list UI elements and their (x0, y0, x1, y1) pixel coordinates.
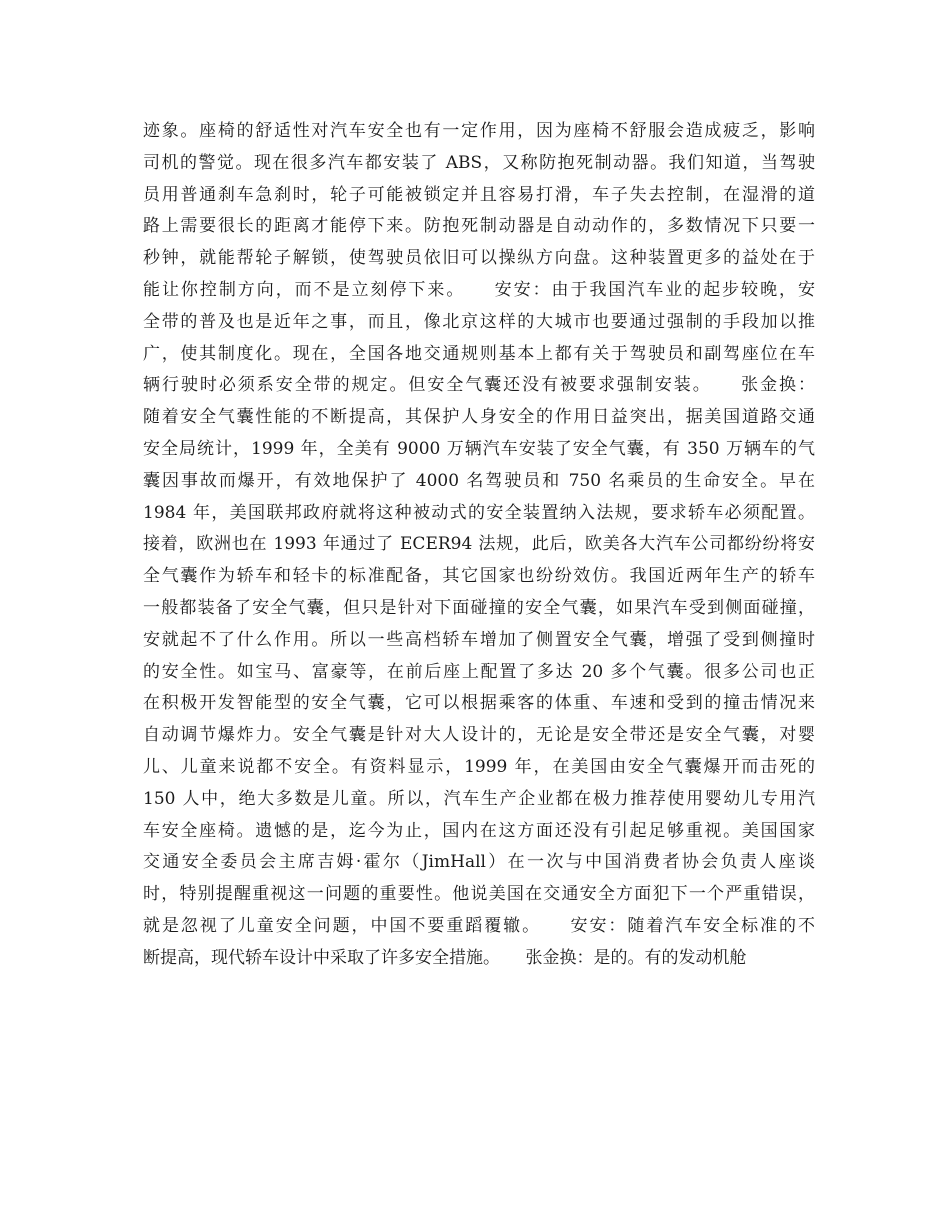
text-line: 车安全座椅。遗憾的是，迄今为止，国内在这方面还没有引起足够重视。美国国家 (143, 820, 815, 841)
text-line: 1984 年，美国联邦政府就将这种被动式的安全装置纳入法规，要求轿车必须配置。 (143, 502, 815, 523)
text-line: 就是忽视了儿童安全问题，中国不要重蹈覆辙。 安安：随着汽车安全标准的不 (143, 915, 815, 936)
text-line: 路上需要很长的距离才能停下来。防抱死制动器是自动动作的，多数情况下只要一 (143, 216, 815, 237)
text-line: 安全局统计，1999 年，全美有 9000 万辆汽车安装了安全气囊，有 350 万辆车的气 (143, 438, 815, 459)
text-line: 150 人中，绝大多数是儿童。所以，汽车生产企业都在极力推荐使用婴幼儿专用汽 (143, 788, 815, 809)
text-line: 安就起不了什么作用。所以一些高档轿车增加了侧置安全气囊，增强了受到侧撞时 (143, 629, 815, 650)
text-line: 能让你控制方向，而不是立刻停下来。 安安：由于我国汽车业的起步较晚，安 (143, 279, 815, 300)
text-line: 员用普通刹车急刹时，轮子可能被锁定并且容易打滑，车子失去控制，在湿滑的道 (143, 184, 815, 205)
text-line: 广，使其制度化。现在，全国各地交通规则基本上都有关于驾驶员和副驾座位在车 (143, 343, 815, 364)
text-line: 在积极开发智能型的安全气囊，它可以根据乘客的体重、车速和受到的撞击情况来 (143, 693, 815, 714)
text-line: 接着，欧洲也在 1993 年通过了 ECER94 法规，此后，欧美各大汽车公司都纷纷将安 (143, 534, 815, 555)
text-line: 全带的普及也是近年之事，而且，像北京这样的大城市也要通过强制的手段加以推 (143, 311, 815, 332)
body-text (143, 116, 815, 975)
text-line: 自动调节爆炸力。安全气囊是针对大人设计的，无论是安全带还是安全气囊，对婴 (143, 725, 815, 746)
text-line: 随着安全气囊性能的不断提高，其保护人身安全的作用日益突出，据美国道路交通 (143, 407, 815, 428)
text-line: 全气囊作为轿车和轻卡的标准配备，其它国家也纷纷效仿。我国近两年生产的轿车 (143, 566, 815, 587)
text-line: 迹象。座椅的舒适性对汽车安全也有一定作用，因为座椅不舒服会造成疲乏，影响 (143, 121, 815, 141)
text-line: 囊因事故而爆开，有效地保护了 4000 名驾驶员和 750 名乘员的生命安全。早在 (143, 470, 815, 491)
text-line: 一般都装备了安全气囊，但只是针对下面碰撞的安全气囊，如果汽车受到侧面碰撞， (143, 597, 815, 618)
text-line: 儿、儿童来说都不安全。有资料显示，1999 年，在美国由安全气囊爆开而击死的 (143, 756, 815, 777)
text-line: 时，特别提醒重视这一问题的重要性。他说美国在交通安全方面犯下一个严重错误， (143, 884, 815, 905)
text-line: 断提高，现代轿车设计中采取了许多安全措施。 张金换：是的。有的发动机舱 (143, 947, 747, 968)
text-line: 交通安全委员会主席吉姆·霍尔（JimHall）在一次与中国消费者协会负责人座谈 (143, 852, 815, 873)
text-line: 的安全性。如宝马、富豪等，在前后座上配置了多达 20 多个气囊。很多公司也正 (143, 661, 815, 682)
text-line: 司机的警觉。现在很多汽车都安装了 ABS，又称防抱死制动器。我们知道，当驾驶 (143, 152, 815, 173)
text-line: 辆行驶时必须系安全带的规定。但安全气囊还没有被要求强制安装。 张金换： (143, 375, 815, 396)
text-line: 秒钟，就能帮轮子解锁，使驾驶员依旧可以操纵方向盘。这种装置更多的益处在于 (143, 248, 815, 269)
